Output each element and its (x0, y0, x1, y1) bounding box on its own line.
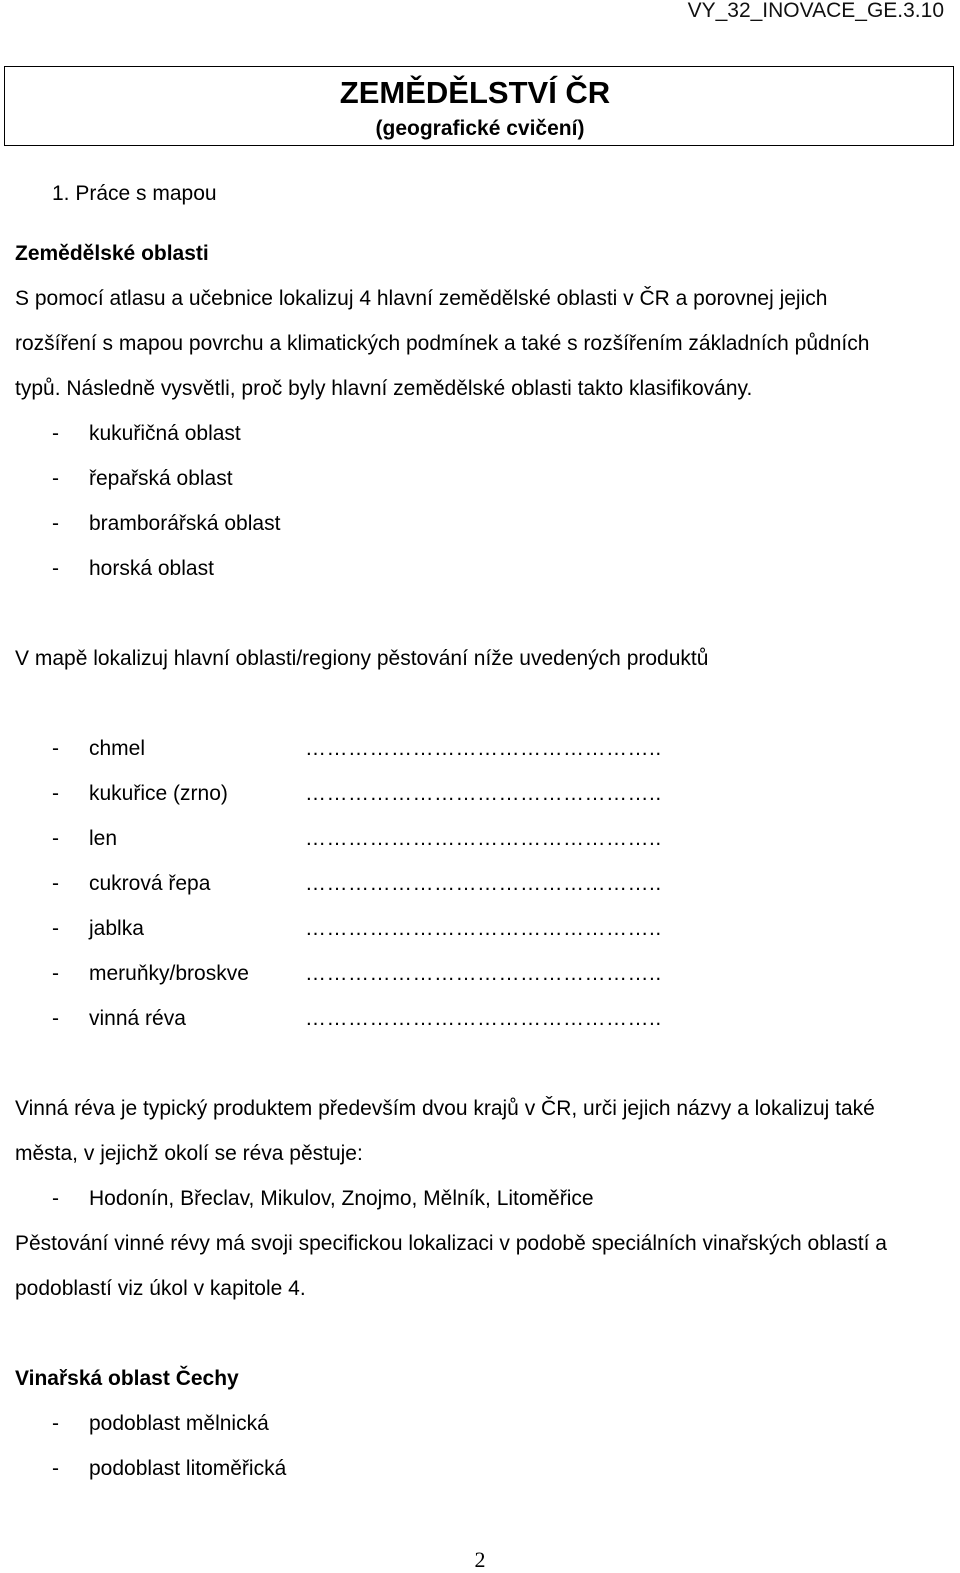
bullet-dash: - (52, 917, 59, 940)
bullet-dash: - (52, 422, 59, 445)
list-item: cukrová řepa (89, 872, 211, 895)
list-item: Hodonín, Břeclav, Mikulov, Znojmo, Mělník, Litoměřice (89, 1187, 594, 1210)
answer-blank: ………………………………………….. (305, 872, 662, 895)
paragraph-line: města, v jejichž okolí se réva pěstuje: (15, 1142, 363, 1165)
bullet-dash: - (52, 1187, 59, 1210)
section-heading: 1. Práce s mapou (52, 182, 217, 205)
paragraph-line: Vinná réva je typický produktem především dvou krajů v ČR, urči jejich názvy a lokalizuj také (15, 1097, 875, 1120)
bullet-dash: - (52, 512, 59, 535)
answer-blank: ………………………………………….. (305, 737, 662, 760)
cechy-heading: Vinařská oblast Čechy (15, 1367, 239, 1390)
list-item: bramborářská oblast (89, 512, 281, 535)
paragraph-line: rozšíření s mapou povrchu a klimatických podmínek a také s rozšířením základních půdních (15, 332, 870, 355)
answer-blank: ………………………………………….. (305, 782, 662, 805)
list-item: len (89, 827, 118, 850)
page-subtitle: (geografické cvičení) (375, 117, 585, 140)
bullet-dash: - (52, 782, 59, 805)
bullet-dash: - (52, 1007, 59, 1030)
bullet-dash: - (52, 737, 59, 760)
bullet-dash: - (52, 557, 59, 580)
bullet-dash: - (52, 872, 59, 895)
answer-blank: ………………………………………….. (305, 1007, 662, 1030)
page-number: 2 (474, 1547, 486, 1572)
produkty-intro: V mapě lokalizuj hlavní oblasti/regiony pěstování níže uvedených produktů (15, 647, 709, 670)
answer-blank: ………………………………………….. (305, 917, 662, 940)
list-item: meruňky/broskve (89, 962, 249, 985)
paragraph-line: Pěstování vinné révy má svoji specifickou lokalizaci v podobě speciálních vinařských oblastí a (15, 1232, 887, 1255)
list-item: chmel (89, 737, 146, 760)
list-item: horská oblast (89, 557, 214, 580)
list-item: jablka (89, 917, 144, 940)
list-item: kukuřičná oblast (89, 422, 241, 445)
paragraph-line: podoblastí viz úkol v kapitole 4. (15, 1277, 306, 1300)
bullet-dash: - (52, 467, 59, 490)
answer-blank: ………………………………………….. (305, 962, 662, 985)
document-code: VY_32_INOVACE_GE.3.10 (687, 0, 944, 22)
bullet-dash: - (52, 827, 59, 850)
bullet-dash: - (52, 962, 59, 985)
bullet-dash: - (52, 1457, 59, 1480)
list-item: podoblast litoměřická (89, 1457, 287, 1480)
list-item: řepařská oblast (89, 467, 233, 490)
paragraph-line: typů. Následně vysvětli, proč byly hlavní zemědělské oblasti takto klasifikovány. (15, 377, 753, 400)
paragraph-line: S pomocí atlasu a učebnice lokalizuj 4 hlavní zemědělské oblasti v ČR a porovnej jejich (15, 287, 828, 310)
answer-blank: ………………………………………….. (305, 827, 662, 850)
list-item: podoblast mělnická (89, 1412, 269, 1435)
list-item: kukuřice (zrno) (89, 782, 228, 805)
list-item: vinná réva (89, 1007, 186, 1030)
oblasti-heading: Zemědělské oblasti (15, 242, 209, 265)
bullet-dash: - (52, 1412, 59, 1435)
page-title: ZEMĚDĚLSTVÍ ČR (339, 75, 611, 110)
